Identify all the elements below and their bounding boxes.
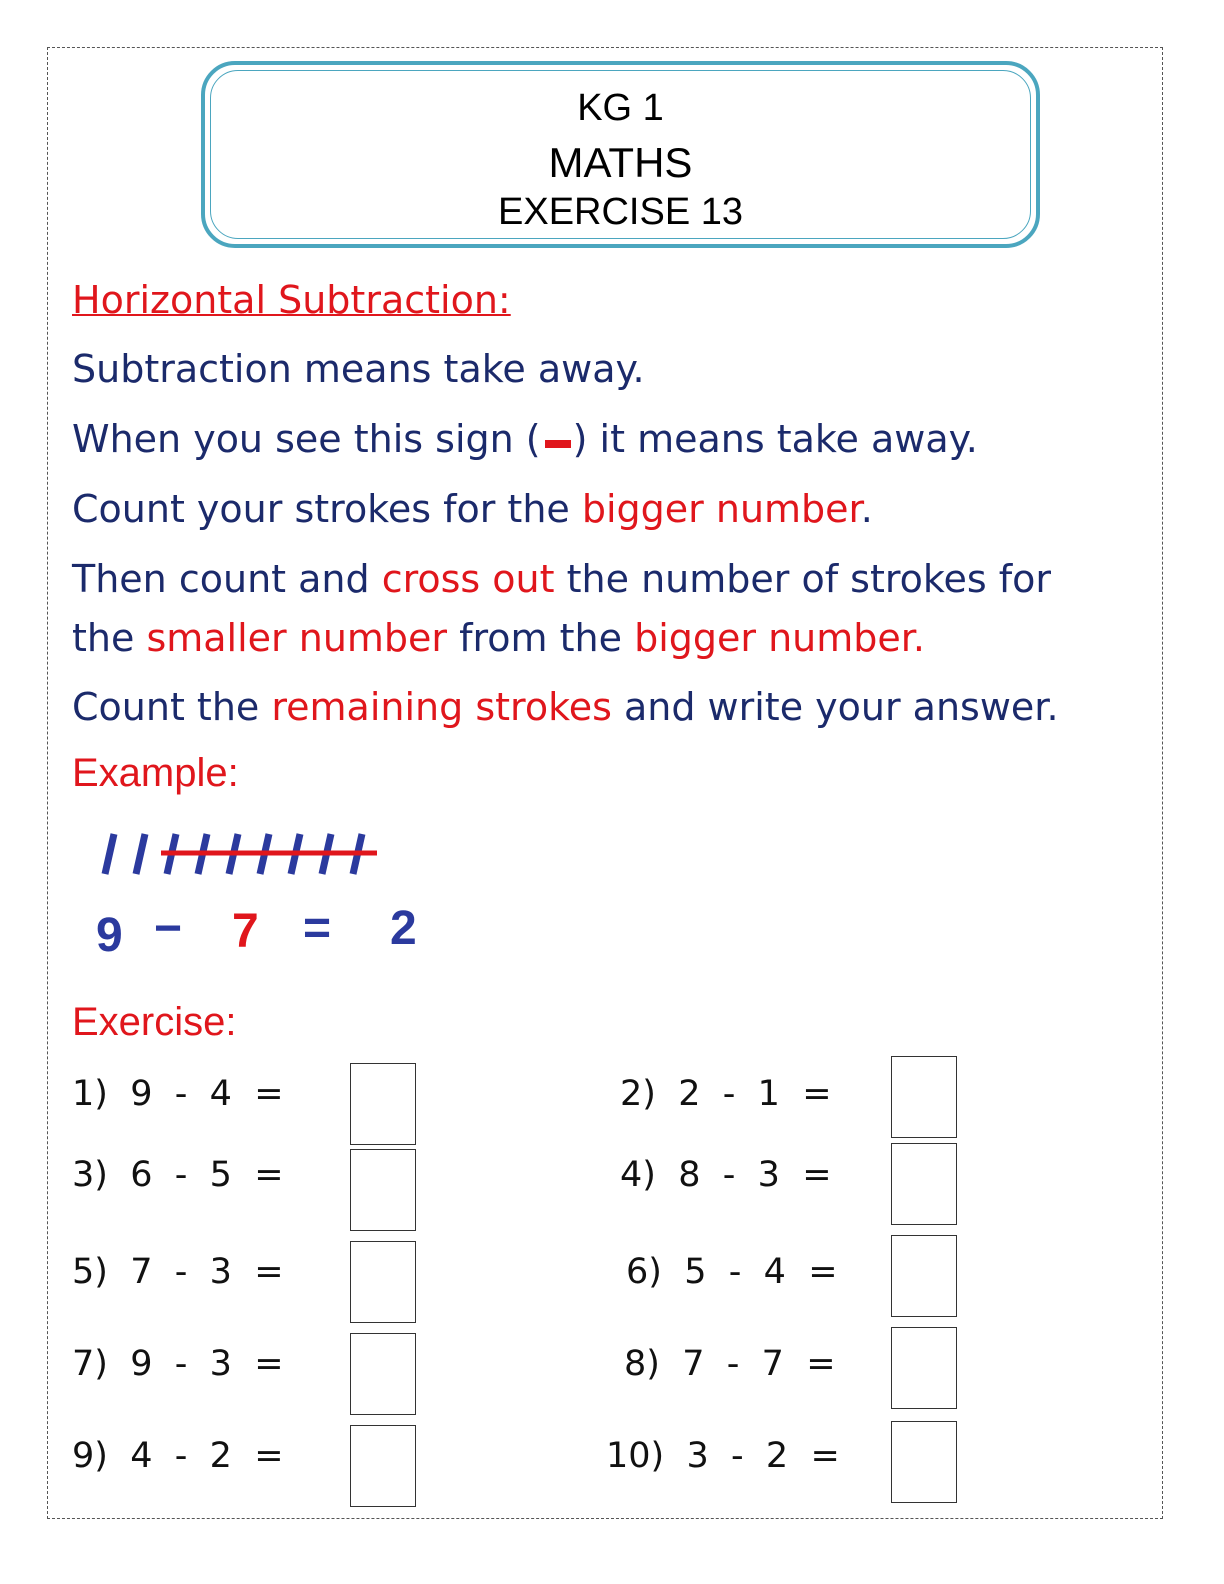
- exercise-7-answer-box[interactable]: [350, 1333, 416, 1415]
- example-subtrahend: 7: [232, 905, 259, 958]
- exercise-9-answer-box[interactable]: [350, 1425, 416, 1507]
- example-result: 2: [390, 902, 417, 955]
- lesson-line-4-before: Then count and: [72, 557, 382, 601]
- example-minuend: 9: [96, 909, 123, 962]
- lesson-line-5: [72, 616, 925, 660]
- lesson-line-2-before: When you see this sign (: [72, 417, 541, 461]
- exercise-8-text: 8) 7 - 7 =: [624, 1344, 836, 1384]
- exercise-label: Exercise:: [72, 1000, 237, 1044]
- exercise-5-text: 5) 7 - 3 =: [72, 1252, 284, 1292]
- exercise-title: EXERCISE 13: [498, 191, 743, 233]
- lesson-line-2-after: ) it means take away.: [572, 417, 978, 461]
- lesson-line-4-after: the number of strokes for: [554, 557, 1052, 601]
- lesson-line-6-highlight: remaining strokes: [271, 685, 612, 729]
- lesson-line-6: [72, 685, 1059, 729]
- exercise-6-text: 6) 5 - 4 =: [626, 1252, 838, 1292]
- exercise-9-text: 9) 4 - 2 =: [72, 1436, 284, 1476]
- lesson-line-4-highlight: cross out: [381, 557, 555, 601]
- example-equals: =: [303, 902, 332, 955]
- lesson-line-5-mid: from the: [447, 616, 635, 660]
- example-minus: −: [154, 902, 183, 955]
- example-strokes: [95, 826, 425, 886]
- example-label: Example:: [72, 751, 239, 795]
- title-box: [201, 61, 1040, 248]
- lesson-line-3-after: .: [860, 487, 873, 531]
- subject-title: MATHS: [548, 139, 693, 186]
- exercise-2-text: 2) 2 - 1 =: [620, 1074, 832, 1114]
- exercise-3-text: 3) 6 - 5 =: [72, 1155, 284, 1195]
- exercise-5-answer-box[interactable]: [350, 1241, 416, 1323]
- tally-stroke: [136, 834, 145, 874]
- lesson-line-4: [72, 557, 1051, 601]
- exercise-8-answer-box[interactable]: [891, 1327, 957, 1409]
- lesson-line-3-highlight: bigger number: [581, 487, 861, 531]
- lesson-line-5-before: the: [72, 616, 147, 660]
- exercise-6-answer-box[interactable]: [891, 1235, 957, 1317]
- exercise-1-text: 1) 9 - 4 =: [72, 1074, 284, 1114]
- lesson-line-5-highlight-2: bigger number.: [634, 616, 925, 660]
- lesson-line-3-before: Count your strokes for the: [72, 487, 582, 531]
- lesson-line-2: [72, 417, 978, 461]
- lesson-line-6-after: and write your answer.: [611, 685, 1059, 729]
- lesson-line-5-highlight-1: smaller number: [146, 616, 448, 660]
- exercise-10-text: 10) 3 - 2 =: [606, 1436, 840, 1476]
- exercise-4-text: 4) 8 - 3 =: [620, 1155, 832, 1195]
- grade-title: KG 1: [577, 87, 664, 129]
- exercise-7-text: 7) 9 - 3 =: [72, 1344, 284, 1384]
- minus-sign-icon: [545, 440, 571, 448]
- exercise-1-answer-box[interactable]: [350, 1063, 416, 1145]
- exercise-3-answer-box[interactable]: [350, 1149, 416, 1231]
- tally-stroke: [105, 834, 114, 874]
- exercise-10-answer-box[interactable]: [891, 1421, 957, 1503]
- lesson-line-6-before: Count the: [72, 685, 272, 729]
- lesson-heading: Horizontal Subtraction:: [72, 278, 511, 322]
- exercise-4-answer-box[interactable]: [891, 1143, 957, 1225]
- exercise-2-answer-box[interactable]: [891, 1056, 957, 1138]
- lesson-line-3: [72, 487, 873, 531]
- lesson-line-1: Subtraction means take away.: [72, 347, 645, 391]
